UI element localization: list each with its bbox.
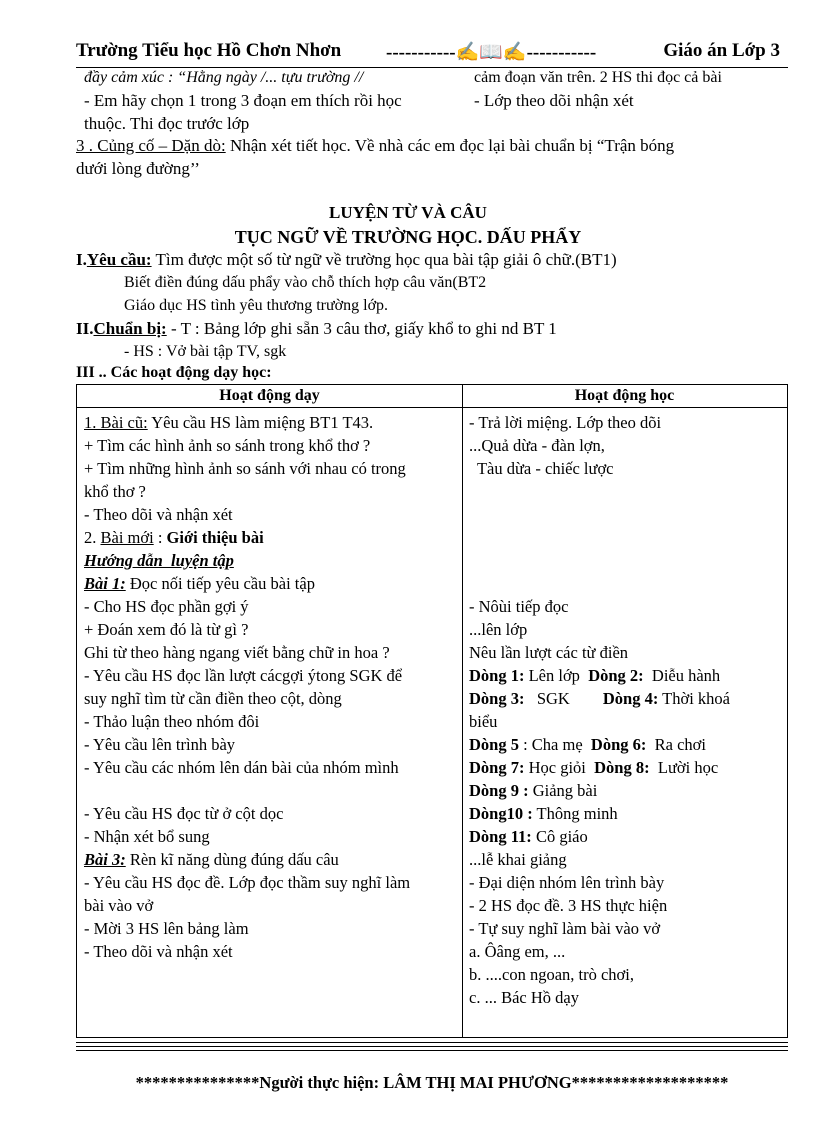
teacher-row-text: - Yêu cầu HS đọc đề. Lớp đọc thầm suy nghĩ làm [84, 873, 411, 892]
student-row-text: : Cha mẹ [518, 735, 591, 754]
student-row [469, 871, 730, 894]
col-header-student: Hoạt động học [574, 387, 675, 404]
teacher-row-text: Bài 1: [84, 574, 126, 593]
teacher-row-text: Đọc nối tiếp yêu cầu bài tập [125, 574, 315, 593]
student-row-text: Dòng 4: [602, 689, 659, 708]
teacher-row [84, 848, 410, 871]
teacher-row [84, 664, 410, 687]
student-row-text: Dòng10 : [469, 804, 533, 823]
student-row [469, 572, 730, 595]
teacher-row-text: - Theo dõi và nhận xét [84, 505, 233, 524]
student-column [469, 411, 730, 1009]
teacher-row [84, 940, 410, 963]
student-row [469, 687, 730, 710]
requirements-line [76, 250, 617, 270]
student-row-text: Cô giáo [531, 827, 588, 846]
prev-line2-left: - Em hãy chọn 1 trong 3 đoạn em thích rồi học [84, 91, 402, 110]
closing-text: Nhận xét tiết học. Về nhà các em đọc lại bài chuẩn bị “Trận bóng [225, 136, 675, 155]
teacher-row-text: Rèn kĩ năng dùng đúng dấu câu [125, 850, 339, 869]
student-row-text: ...Quả dừa - đàn lợn, [469, 436, 605, 455]
prev-line-left: đầy cảm xúc : “Hằng ngày /... tựu trường // [84, 69, 364, 86]
teacher-row [84, 710, 410, 733]
teacher-row-text: + Đoán xem đó là từ gì ? [84, 620, 249, 639]
student-row [469, 986, 730, 1009]
student-row [469, 595, 730, 618]
student-row-text: b. ....con ngoan, trò chơi, [469, 965, 634, 984]
teacher-row-text: - Theo dõi và nhận xét [84, 942, 233, 961]
teacher-row-text: - Yêu cầu HS đọc từ ở cột dọc [84, 804, 284, 823]
teacher-row-text: Giới thiệu bài [166, 528, 264, 547]
student-row-text: Nêu lần lượt các từ điền [469, 643, 629, 662]
teacher-row-text: 1. Bài cũ: [84, 413, 148, 432]
teacher-row-text: - Nhận xét bổ sung [84, 827, 210, 846]
student-row-text: a. Ôâng em, ... [469, 942, 566, 961]
teacher-row [84, 733, 410, 756]
req-num: I. [76, 250, 87, 269]
teacher-row [84, 411, 410, 434]
student-row [469, 457, 730, 480]
col-header-teacher: Hoạt động dạy [219, 387, 320, 404]
teacher-row [84, 503, 410, 526]
teacher-row [84, 434, 410, 457]
page-header [76, 40, 780, 66]
student-row-text: Giảng bài [528, 781, 598, 800]
teacher-row-text: Ghi từ theo hàng ngang viết bằng chữ in hoa ? [84, 643, 390, 662]
teacher-row-text: khổ thơ ? [84, 482, 146, 501]
closing-line-2: dưới lòng đường’’ [76, 159, 200, 178]
student-row-text: Dòng 2: [588, 666, 644, 685]
prep-2: - HS : Vở bài tập TV, sgk [124, 343, 287, 360]
req-2: Biết điền đúng dấu phẩy vào chỗ thích hợp câu văn(BT2 [124, 274, 487, 291]
teacher-row-text: 2. [84, 528, 101, 547]
activity-table [76, 384, 788, 1038]
school-name: Trường Tiểu học Hồ Chơn Nhơn [76, 40, 342, 61]
teacher-row-text: Hướng dẫn luyện tập [84, 551, 234, 570]
student-row-text: Lười học [649, 758, 719, 777]
teacher-row-text: : [153, 528, 167, 547]
student-row-text: Thông minh [532, 804, 618, 823]
student-row-text: Dòng 6: [590, 735, 647, 754]
student-row [469, 526, 730, 549]
student-row-text: Dòng 8: [594, 758, 650, 777]
teacher-row-text: + Tìm những hình ảnh so sánh với nhau có trong [84, 459, 406, 478]
student-row-text: - 2 HS đọc đề. 3 HS thực hiện [469, 896, 668, 915]
student-row-text: biểu [469, 712, 498, 731]
teacher-row-text: - Yêu cầu các nhóm lên dán bài của nhóm mình [84, 758, 399, 777]
student-row [469, 940, 730, 963]
student-row [469, 963, 730, 986]
teacher-column [84, 411, 410, 963]
column-divider [462, 385, 463, 1037]
req-label: Yêu cầu: [86, 250, 152, 269]
teacher-row-text: - Mời 3 HS lên bảng làm [84, 919, 249, 938]
student-row [469, 641, 730, 664]
teacher-row-text: - Thảo luận theo nhóm đôi [84, 712, 260, 731]
teacher-row-text: Yêu cầu HS làm miệng BT1 T43. [147, 413, 374, 432]
prep-label: Chuẩn bị: [93, 319, 167, 338]
student-row-text: - Nôùi tiếp đọc [469, 597, 569, 616]
header-divider [77, 407, 787, 408]
teacher-row [84, 641, 410, 664]
student-row-text: Tàu dừa - chiếc lược [469, 459, 614, 478]
student-row-text: ...lễ khai giảng [469, 850, 567, 869]
student-row [469, 710, 730, 733]
lesson-subject: LUYỆN TỪ VÀ CÂU [329, 203, 487, 222]
teacher-row [84, 572, 410, 595]
student-row-text: - Trả lời miệng. Lớp theo dõi [469, 413, 662, 432]
student-row [469, 802, 730, 825]
student-row-text: Dòng 3: [469, 689, 525, 708]
teacher-row [84, 802, 410, 825]
activities-heading: III .. Các hoạt động dạy học: [76, 364, 272, 381]
student-row-text: Dòng 1: [469, 666, 525, 685]
prev-line3-left: thuộc. Thi đọc trước lớp [84, 114, 250, 133]
preparation-line [76, 319, 557, 339]
student-row-text: Dòng 9 : [469, 781, 529, 800]
footer-rule-1 [76, 1042, 788, 1043]
closing-label: 3 . Củng cố – Dặn dò: [76, 136, 226, 155]
footer-rule-2 [76, 1046, 788, 1047]
student-row-text: Dòng 11: [469, 827, 532, 846]
footer-author: ***************Người thực hiện: LÂM THỊ MAI PHƯƠNG******************* [135, 1073, 729, 1092]
student-row [469, 756, 730, 779]
teacher-row-text: Bài mới [100, 528, 154, 547]
student-row-text: Ra chơi [646, 735, 706, 754]
teacher-row-text: - Cho HS đọc phần gợi ý [84, 597, 249, 616]
student-row [469, 917, 730, 940]
student-row [469, 503, 730, 526]
teacher-row [84, 894, 410, 917]
student-row [469, 733, 730, 756]
lesson-title: TỤC NGỮ VỀ TRƯỜNG HỌC. DẤU PHẨY [234, 227, 582, 247]
header-ornament: -----------✍📖✍----------- [386, 42, 597, 63]
prep-1: - T : Bảng lớp ghi sẵn 3 câu thơ, giấy khổ to ghi nd BT 1 [166, 319, 557, 338]
req-3: Giáo dục HS tình yêu thương trường lớp. [124, 297, 389, 314]
student-row [469, 848, 730, 871]
student-row-text: - Tự suy nghĩ làm bài vào vở [469, 919, 661, 938]
teacher-row-text: bài vào vở [84, 896, 154, 915]
student-row-text: - Đại diện nhóm lên trình bày [469, 873, 665, 892]
student-row-text: c. ... Bác Hồ dạy [469, 988, 579, 1007]
student-row [469, 480, 730, 503]
closing-line [76, 136, 674, 156]
student-row-text: SGK [524, 689, 603, 708]
student-row [469, 434, 730, 457]
teacher-row [84, 595, 410, 618]
student-row [469, 411, 730, 434]
teacher-row [84, 779, 410, 802]
student-row-text: Diễu hành [643, 666, 721, 685]
prev-line-right: cảm đoạn văn trên. 2 HS thi đọc cả bài [474, 69, 722, 86]
teacher-row [84, 756, 410, 779]
teacher-row [84, 618, 410, 641]
teacher-row-text: + Tìm các hình ảnh so sánh trong khổ thơ ? [84, 436, 371, 455]
teacher-row-text: Bài 3: [84, 850, 126, 869]
prev-line2-right: - Lớp theo dõi nhận xét [474, 91, 634, 110]
teacher-row [84, 526, 410, 549]
student-row-text: ...lên lớp [469, 620, 528, 639]
teacher-row [84, 825, 410, 848]
teacher-row [84, 549, 410, 572]
grade-label: Giáo án Lớp 3 [663, 40, 780, 61]
teacher-row-text: suy nghĩ tìm từ cần điền theo cột, dòng [84, 689, 342, 708]
teacher-row [84, 457, 410, 480]
student-row-text: Thời khoá [658, 689, 730, 708]
student-row-text: Dòng 7: [469, 758, 525, 777]
teacher-row [84, 871, 410, 894]
teacher-row [84, 480, 410, 503]
student-row [469, 618, 730, 641]
footer-rule-3 [76, 1050, 788, 1051]
student-row [469, 894, 730, 917]
student-row-text: Học giỏi [524, 758, 595, 777]
student-row [469, 779, 730, 802]
student-row-text: Dòng 5 [469, 735, 519, 754]
teacher-row [84, 687, 410, 710]
teacher-row-text: - Yêu cầu HS đọc lần lượt cácgợi ýtong SGK để [84, 666, 403, 685]
prep-num: II. [76, 319, 94, 338]
student-row-text: Lên lớp [524, 666, 589, 685]
student-row [469, 664, 730, 687]
req-1: Tìm được một số từ ngữ về trường học qua bài tập giải ô chữ.(BT1) [151, 250, 617, 269]
student-row [469, 825, 730, 848]
teacher-row-text: - Yêu cầu lên trình bày [84, 735, 236, 754]
teacher-row [84, 917, 410, 940]
student-row [469, 549, 730, 572]
